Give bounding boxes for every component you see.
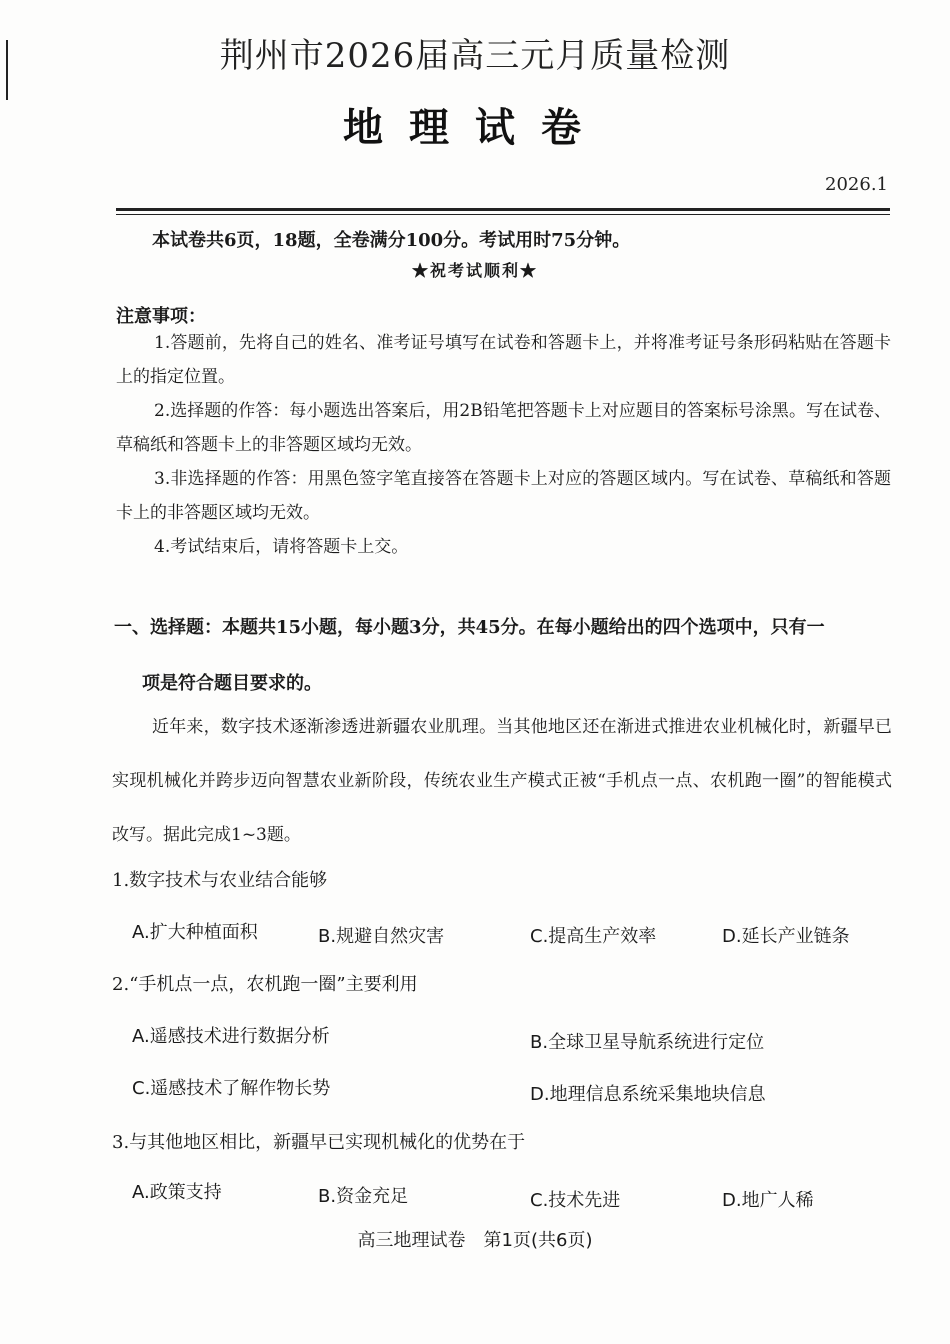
question-3-stem: 3.与其他地区相比，新疆早已实现机械化的优势在于 bbox=[112, 1132, 526, 1153]
reading-material: 近年来，数字技术逐渐渗透进新疆农业肌理。当其他地区还在渐进式推进农业机械化时，新疆早已实现机械化并跨步迈向智慧农业新阶段，传统农业生产模式正被“手机点一点、农机跑一圈”的智能模式改写。据此完成1~3题。 bbox=[112, 717, 892, 845]
q2-option-a[interactable]: A.遥感技术进行数据分析 bbox=[132, 1026, 330, 1047]
subject-title: 地理试卷 bbox=[343, 104, 607, 151]
q1-option-b[interactable]: B.规避自然灾害 bbox=[318, 926, 445, 947]
q3-option-d[interactable]: D.地广人稀 bbox=[722, 1190, 814, 1211]
section-heading-line-2: 项是符合题目要求的。 bbox=[142, 673, 322, 694]
section-heading-line-1: 一、选择题：本题共15小题，每小题3分，共45分。在每小题给出的四个选项中，只有一 bbox=[114, 617, 825, 638]
page-footer: 高三地理试卷 第1页(共6页) bbox=[357, 1230, 593, 1251]
header-rule-thin bbox=[116, 214, 890, 215]
notice-item-1: 1.答题前，先将自己的姓名、准考证号填写在试卷和答题卡上，并将准考证号条形码粘贴在答题卡上的指定位置。 bbox=[116, 333, 891, 387]
q2-option-d[interactable]: D.地理信息系统采集地块信息 bbox=[530, 1084, 766, 1105]
good-luck-banner: ★祝考试顺利★ bbox=[411, 261, 538, 280]
exam-date: 2026.1 bbox=[825, 174, 888, 195]
question-1-stem: 1.数字技术与农业结合能够 bbox=[112, 870, 328, 891]
q3-option-c[interactable]: C.技术先进 bbox=[530, 1190, 621, 1211]
notice-item-2: 2.选择题的作答：每小题选出答案后，用2B铅笔把答题卡上对应题目的答案标号涂黑。写在试卷、草稿纸和答题卡上的非答题区域均无效。 bbox=[116, 401, 891, 455]
exam-title: 荆州市2026届高三元月质量检测 bbox=[219, 36, 731, 76]
notice-item-4: 4.考试结束后，请将答题卡上交。 bbox=[154, 537, 409, 557]
header-rule-thick bbox=[116, 208, 890, 211]
q2-option-c[interactable]: C.遥感技术了解作物长势 bbox=[132, 1078, 331, 1099]
q1-option-d[interactable]: D.延长产业链条 bbox=[722, 926, 850, 947]
exam-intro: 本试卷共6页，18题，全卷满分100分。考试用时75分钟。 bbox=[152, 230, 631, 251]
notice-item-3: 3.非选择题的作答：用黑色签字笔直接答在答题卡上对应的答题区域内。写在试卷、草稿纸和答题卡上的非答题区域均无效。 bbox=[116, 469, 891, 523]
question-2-stem: 2.“手机点一点，农机跑一圈”主要利用 bbox=[112, 974, 418, 995]
q2-option-b[interactable]: B.全球卫星导航系统进行定位 bbox=[530, 1032, 765, 1053]
section-heading bbox=[114, 600, 894, 712]
q1-option-a[interactable]: A.扩大种植面积 bbox=[132, 922, 258, 943]
q1-option-c[interactable]: C.提高生产效率 bbox=[530, 926, 657, 947]
q3-option-b[interactable]: B.资金充足 bbox=[318, 1186, 409, 1207]
q3-option-a[interactable]: A.政策支持 bbox=[132, 1182, 222, 1203]
notice-heading: 注意事项： bbox=[116, 306, 206, 327]
